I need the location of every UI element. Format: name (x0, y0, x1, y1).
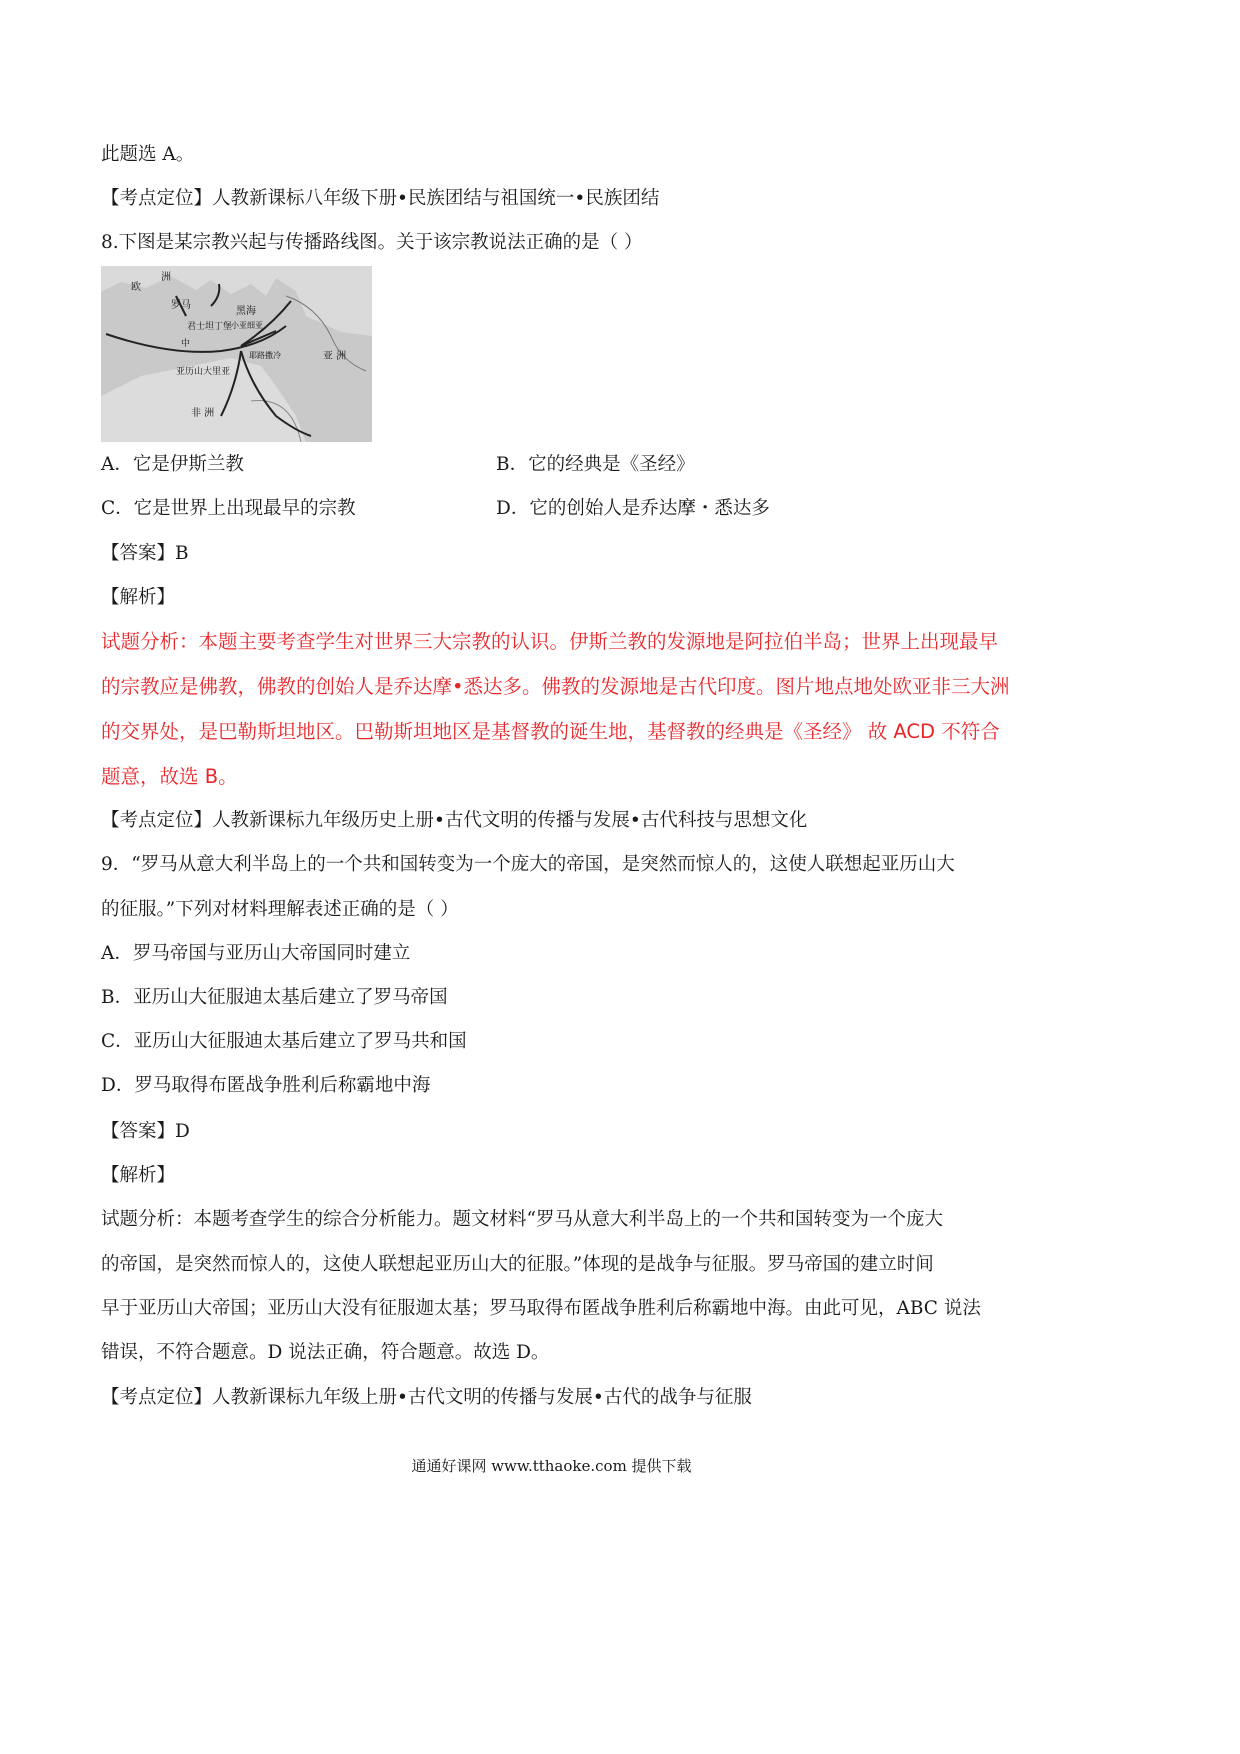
text-line: 【考点定位】人教新课标八年级下册•民族团结与祖国统一•民族团结 (101, 188, 660, 209)
answer-label: 【答案】B (101, 543, 189, 564)
map-label-europe: 欧 (131, 282, 141, 293)
analysis-text: 的宗教应是佛教，佛教的创始人是乔达摩•悉达多。佛教的发源地是古代印度。图片地点地处欧亚非三大洲 (101, 675, 1010, 698)
religion-spread-map (101, 266, 372, 442)
option-a: A．它是伊斯兰教 (101, 454, 244, 475)
analysis-text: 错误，不符合题意。D 说法正确，符合题意。故选 D。 (101, 1342, 550, 1363)
answer-label: 【答案】D (101, 1121, 190, 1142)
analysis-text: 试题分析：本题主要考查学生对世界三大宗教的认识。伊斯兰教的发源地是阿拉伯半岛；世界上出现最早 (101, 630, 999, 653)
map-label-asia: 亚 洲 (323, 351, 347, 362)
analysis-label: 【解析】 (101, 587, 176, 608)
page-footer: 通通好课网 www.tthaoke.com 提供下载 (411, 1457, 692, 1475)
map-label-jerusalem: 耶路撒冷 (249, 351, 281, 360)
map-label-alexandria: 亚历山大里亚 (176, 367, 231, 377)
question-8-stem: 8.下图是某宗教兴起与传播路线图。关于该宗教说法正确的是（ ） (101, 232, 643, 253)
map-label-mediterranean: 中 (181, 339, 191, 349)
option-row (101, 497, 770, 521)
knowledge-point: 【考点定位】人教新课标九年级历史上册•古代文明的传播与发展•古代科技与思想文化 (101, 810, 808, 831)
knowledge-point: 【考点定位】人教新课标九年级上册•古代文明的传播与发展•古代的战争与征服 (101, 1387, 752, 1408)
text-line: 此题选 A。 (101, 144, 195, 165)
map-label-black-sea: 黑海 (236, 306, 256, 317)
question-9-stem: 的征服。”下列对材料理解表述正确的是（ ） (101, 899, 459, 920)
analysis-text: 的帝国，是突然而惊人的，这使人联想起亚历山大的征服。”体现的是战争与征服。罗马帝国的建立时间 (101, 1254, 934, 1275)
option-d: D．它的创始人是乔达摩・悉达多 (496, 498, 770, 519)
option-row (101, 453, 695, 477)
map-label-europe: 洲 (161, 272, 171, 283)
question-9-stem: 9．“罗马从意大利半岛上的一个共和国转变为一个庞大的帝国，是突然而惊人的，这使人联想起亚历山大 (101, 854, 955, 875)
option-b: B．它的经典是《圣经》 (496, 454, 695, 475)
analysis-text: 题意，故选 B。 (101, 765, 238, 788)
option-c: C．亚历山大征服迪太基后建立了罗马共和国 (101, 1031, 467, 1052)
analysis-text: 试题分析：本题考查学生的综合分析能力。题文材料“罗马从意大利半岛上的一个共和国转变为一个庞大 (101, 1209, 943, 1230)
analysis-text: 早于亚历山大帝国；亚历山大没有征服迦太基；罗马取得布匿战争胜利后称霸地中海。由此可见，ABC 说法 (101, 1298, 981, 1319)
option-c: C．它是世界上出现最早的宗教 (101, 498, 356, 519)
analysis-label: 【解析】 (101, 1165, 176, 1186)
map-label-rome: 罗马 (171, 300, 191, 311)
option-b: B．亚历山大征服迪太基后建立了罗马帝国 (101, 987, 448, 1008)
map-label-africa: 非 洲 (191, 408, 215, 419)
option-a: A．罗马帝国与亚历山大帝国同时建立 (101, 943, 411, 964)
map-label-asia-minor: 小亚细亚 (231, 321, 263, 330)
analysis-text: 的交界处，是巴勒斯坦地区。巴勒斯坦地区是基督教的诞生地，基督教的经典是《圣经》 故 ACD 不符合 (101, 720, 1000, 743)
option-d: D．罗马取得布匿战争胜利后称霸地中海 (101, 1075, 431, 1096)
map-label-constantinople: 君士坦丁堡 (187, 322, 233, 332)
